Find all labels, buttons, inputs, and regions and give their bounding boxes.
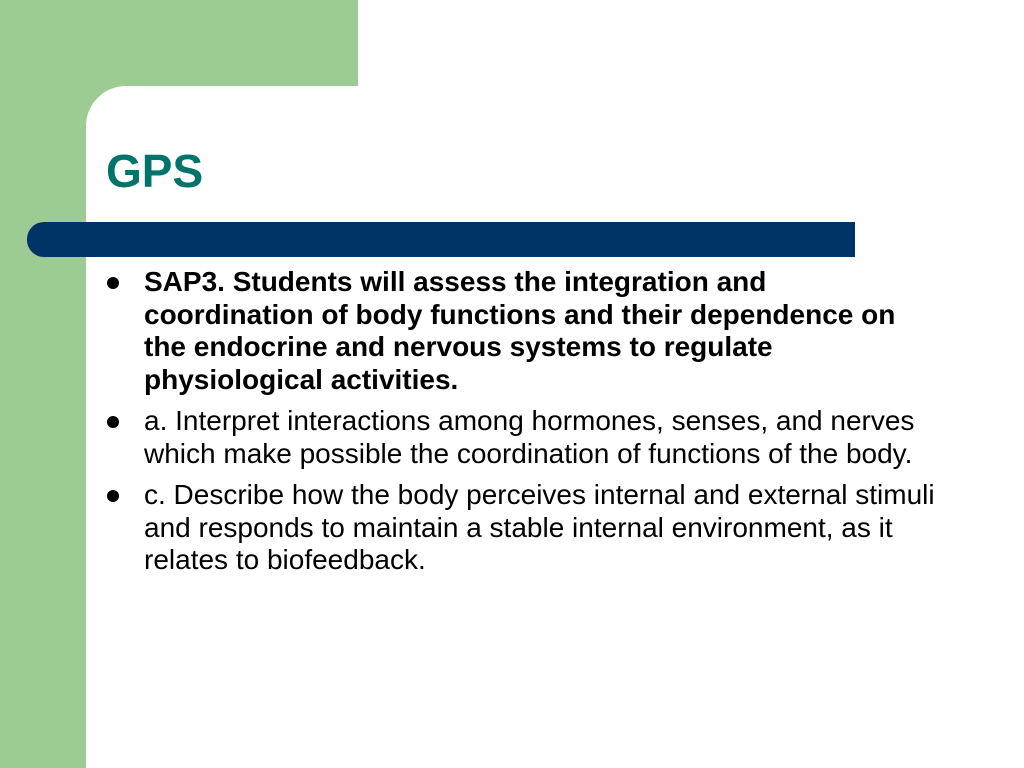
bullet-list — [105, 266, 935, 586]
bullet-item-a — [105, 405, 935, 470]
bullet-text-a: a. Interpret interactions among hormones, senses, and nerves which make possible the coordination of functions of the body. — [144, 405, 915, 469]
bullet-dot-icon — [107, 277, 119, 289]
bullet-text-c: c. Describe how the body perceives internal and external stimuli and responds to maintain a stable internal environment, as it relates to biofeedback. — [144, 479, 935, 575]
bullet-item-c — [105, 479, 935, 577]
bullet-dot-icon — [107, 490, 119, 502]
bullet-text-sap3: SAP3. Students will assess the integration and coordination of body functions and their dependence on the endocrine and nervous systems to regulate physiological activities. — [144, 266, 896, 395]
green-top-band — [0, 0, 358, 86]
slide-title: GPS — [106, 145, 204, 197]
bullet-item-sap3 — [105, 266, 935, 396]
green-sidebar-band — [0, 0, 86, 768]
title-underline-bar — [27, 222, 855, 257]
bullet-dot-icon — [107, 416, 119, 428]
